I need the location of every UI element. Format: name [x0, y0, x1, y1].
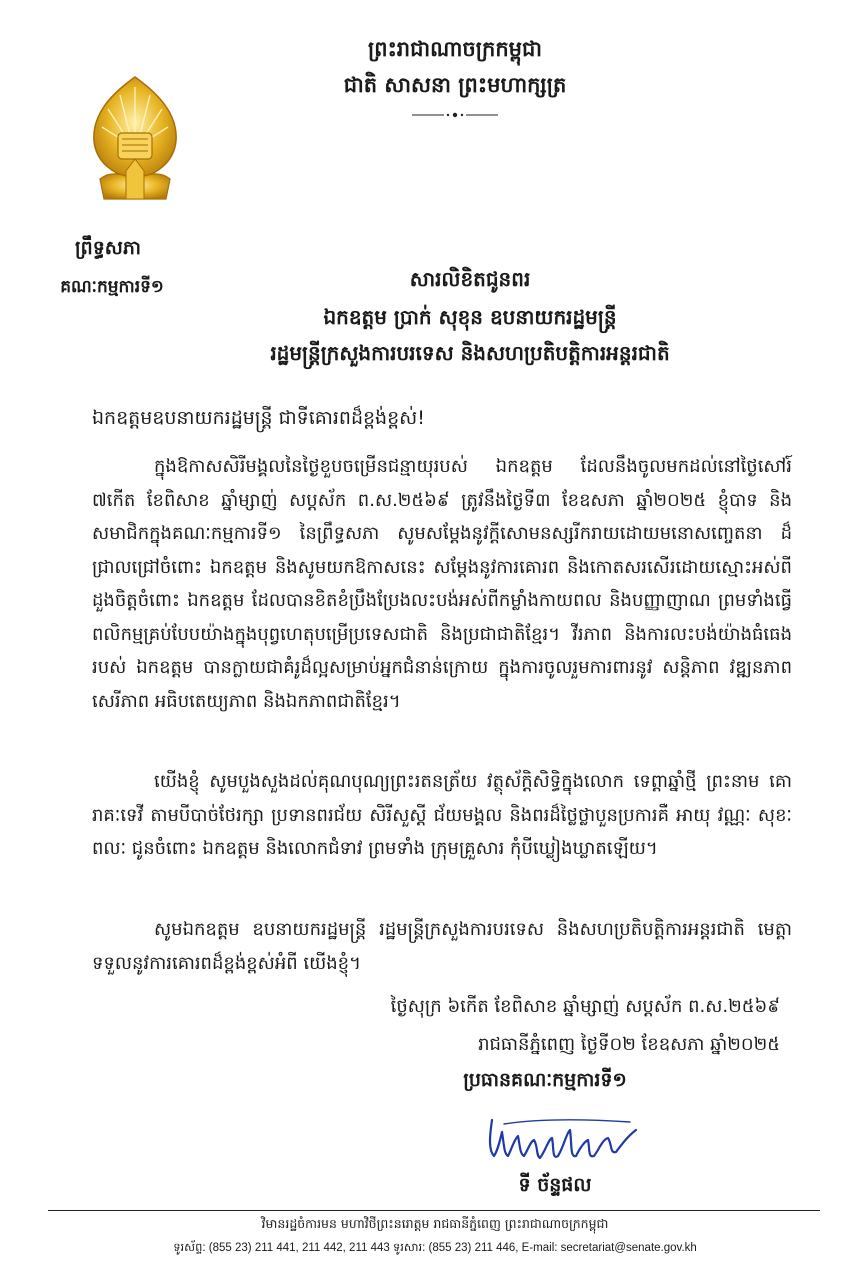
kingdom-heading: ព្រះរាជាណាចក្រកម្ពុជា — [367, 36, 542, 61]
footer-address: វិមានរដ្ឋចំការមន មហាវិថីព្រះនរោត្តម រាជធានីភ្នំពេញ ព្រះរាជាណាចក្រកម្ពុជា — [261, 1216, 609, 1231]
place-date: រាជធានីភ្នំពេញ ថ្ងៃទី០២ ខែឧសភា ឆ្នាំ២០២៥ — [478, 1034, 780, 1055]
letter-title: សារលិខិតជូនពរ — [409, 267, 531, 291]
body-paragraph: សូមឯកឧត្តម ឧបនាយករដ្ឋមន្ត្រី រដ្ឋមន្ត្រីក្រសួងការបរទេស និងសហប្រតិបត្តិការអន្តរជាតិ មេត្តាទទួលនូវការគោរពដ៏ខ្ពង់ខ្ពស់អំពី យើងខ្ញុំ។ — [92, 919, 792, 974]
senate-emblem-icon — [80, 75, 190, 205]
ornament-divider-icon — [410, 108, 500, 122]
footer-contact: ទូរស័ព្ទ: (855 23) 211 441, 211 442, 211 443 ទូរសារ: (855 23) 211 446, E-mail: secretariat@senate.gov.kh — [173, 1242, 697, 1254]
lunar-date: ថ្ងៃសុក្រ ៦កើត ខែពិសាខ ឆ្នាំម្សាញ់ សប្តស័ក ព.ស.២៥៦៩ — [390, 996, 780, 1017]
handwritten-signature — [480, 1100, 650, 1170]
body-paragraph: យើងខ្ញុំ សូមបួងសួងដល់គុណបុណ្យព្រះរតនត្រ័យ វត្ថុស័ក្តិសិទ្ធិក្នុងលោក ទេព្តាឆ្នាំថ្មី ព្រះនាម គោរាគៈទេវី តាមបីបាច់ថែរក្សា ប្រទានពរជ័យ សិរីសួស្តី ជ័យមង្គល និងពរដ៏ថ្លៃថ្លាបួនប្រការគឺ អាយុ វណ្ណៈ សុខៈ ពលៈ ជូនចំពោះ ឯកឧត្តម និងលោកជំទាវ ព្រមទាំង ក្រុមគ្រួសារ កុំបីឃ្លៀងឃ្លាតឡើយ។ — [92, 771, 792, 859]
body-paragraph: ក្នុងឱកាសសិរីមង្គលនៃថ្ងៃខួបចម្រើនជន្មាយុរបស់ ឯកឧត្តម ដែលនឹងចូលមកដល់នៅថ្ងៃសៅរ៍ ៧កើត ខែពិសាខ ឆ្នាំម្សាញ់ សប្តស័ក ព.ស.២៥៦៩ ត្រូវនឹងថ្ងៃទី៣ ខែឧសភា ឆ្នាំ២០២៥ ខ្ញុំបាទ និងសមាជិកក្នុងគណៈកម្មការទី១ នៃព្រឹទ្ធសភា សូមសម្តែងនូវក្តីសោមនស្សរីករាយដោយមនោសញ្ចេតនា ដ៏ជ្រាលជ្រៅចំពោះ ឯកឧត្តម និងសូមយកឱកាសនេះ សម្តែងនូវការគោរព និងកោតសរសើរដោយស្មោះអស់ពីដួងចិត្តចំពោះ ឯកឧត្តម ដែលបានខិតខំប្រឹងប្រែងលះបង់អស់ពីកម្លាំងកាយពល និងបញ្ញាញាណ ព្រមទាំងធ្វើពលិកម្មគ្រប់បែបយ៉ាងក្នុងបុព្វហេតុបម្រើប្រទេសជាតិ និងប្រជាជាតិខ្មែរ។ វីរភាព និងការលះបង់យ៉ាងធំធេងរបស់ ឯកឧត្តម បានក្លាយជាគំរូដ៏ល្អសម្រាប់អ្នកជំនាន់ក្រោយ ក្នុងការចូលរួមការពារនូវ សន្តិភាព វឌ្ឍនភាព សេរីភាព អធិបតេយ្យភាព និងឯកភាពជាតិខ្មែរ។ — [92, 456, 792, 712]
recipient-name: ឯកឧត្តម ប្រាក់ សុខុន ឧបនាយករដ្ឋមន្ត្រី — [323, 305, 617, 329]
recipient-position: រដ្ឋមន្ត្រីក្រសួងការបរទេស និងសហប្រតិបត្តិការអន្តរជាតិ — [270, 341, 670, 365]
salutation: ឯកឧត្តមឧបនាយករដ្ឋមន្ត្រី ជាទីគោរពដ៏ខ្ពង់ខ្ពស់! — [92, 407, 425, 429]
institution-name: ព្រឹទ្ធសភា — [75, 237, 141, 259]
signer-title: ប្រធានគណៈកម្មការទី១ — [463, 1069, 627, 1091]
footer-divider — [48, 1210, 820, 1211]
committee-name: គណៈកម្មការទី១ — [60, 277, 164, 297]
signer-name: ទី ច័ន្ទផល — [518, 1174, 592, 1196]
national-motto: ជាតិ សាសនា ព្រះមហាក្សត្រ — [343, 72, 567, 97]
